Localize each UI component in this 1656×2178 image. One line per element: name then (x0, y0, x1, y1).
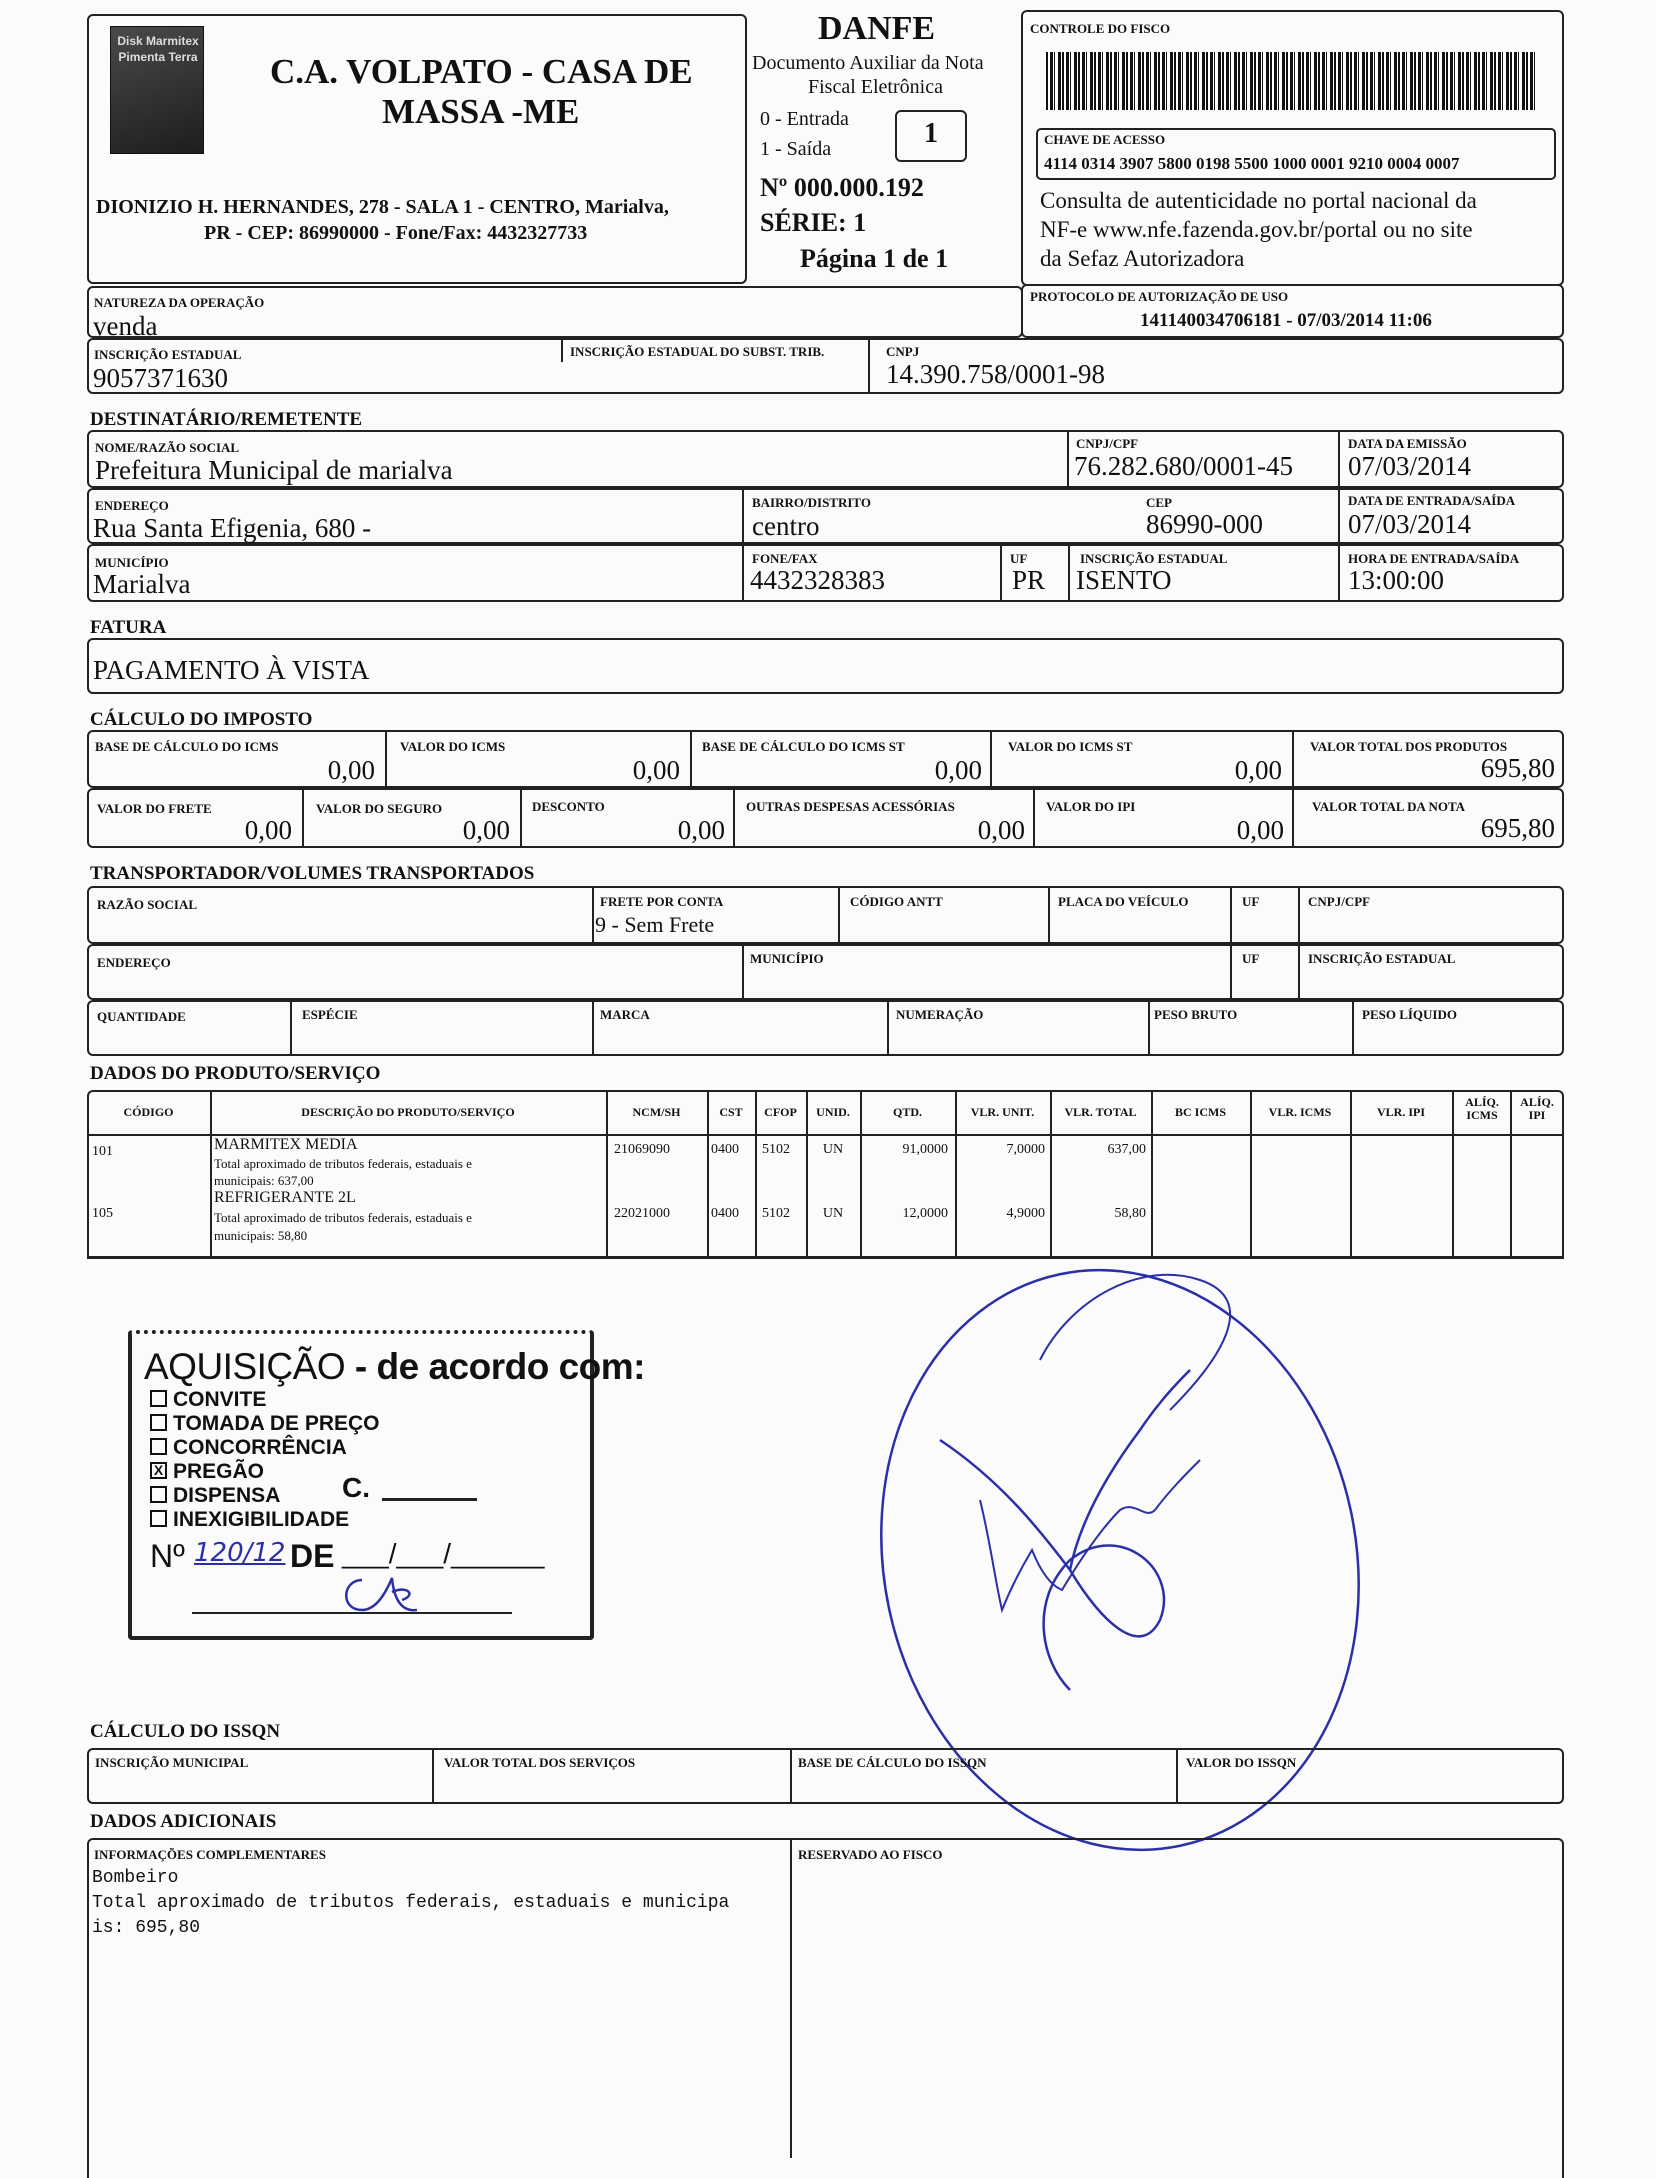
dest-cnpj-label: CNPJ/CPF (1076, 436, 1139, 451)
ph-descricao: DESCRIÇÃO DO PRODUTO/SERVIÇO (301, 1105, 515, 1119)
transp-frete: 9 - Sem Frete (595, 912, 715, 937)
imp-div-3 (990, 730, 992, 788)
p2-obs1: Total aproximado de tributos federais, estaduais e (214, 1210, 472, 1225)
transp-antt-label: CÓDIGO ANTT (850, 894, 943, 909)
stamp-opt-1-label: CONVITE (173, 1388, 267, 1411)
imp-div-4 (1292, 730, 1294, 788)
dest-entrada-label: DATA DE ENTRADA/SAÍDA (1348, 493, 1516, 508)
transp-especie-label: ESPÉCIE (302, 1007, 358, 1022)
dest-cep: 86990-000 (1146, 509, 1263, 539)
transp-uf-label: UF (1242, 894, 1260, 909)
dest-end-label: ENDEREÇO (95, 498, 169, 513)
dest-mun-label: MUNICÍPIO (95, 555, 169, 570)
ie-st-label: INSCRIÇÃO ESTADUAL DO SUBST. TRIB. (570, 344, 825, 359)
transp-placa-label: PLACA DO VEÍCULO (1058, 894, 1189, 909)
stamp-c-line (382, 1498, 477, 1501)
stamp-initials (332, 1570, 432, 1620)
ph-aliq-ipi: ALÍQ. IPI (1520, 1095, 1554, 1122)
transp-peso-liquido-label: PESO LÍQUIDO (1362, 1007, 1457, 1022)
ph-qtd: QTD. (892, 1105, 922, 1119)
danfe-entrada: 0 - Entrada (760, 108, 849, 130)
stamp-opt-2 (150, 1412, 380, 1436)
checked-box-icon: X (150, 1462, 167, 1479)
consulta-2: NF-e www.nfe.fazenda.gov.br/portal ou no site (1040, 217, 1473, 242)
total-produtos: 695,80 (1480, 753, 1555, 783)
danfe-subtitle-2: Fiscal Eletrônica (808, 76, 943, 98)
tipo-value: 1 (924, 118, 938, 149)
consulta-1: Consulta de autenticidade no portal nacional da (1040, 188, 1477, 213)
cnpj-label: CNPJ (886, 344, 920, 359)
ie-row-box (87, 338, 1564, 394)
company-address-1: DIONIZIO H. HERNANDES, 278 - SALA 1 - CENTRO, Marialva, (96, 196, 669, 218)
total-nota-label: VALOR TOTAL DA NOTA (1312, 799, 1466, 814)
danfe-saida: 1 - Saída (760, 138, 832, 160)
chave-label: CHAVE DE ACESSO (1044, 132, 1166, 147)
cnpj-divider (868, 338, 870, 394)
imp-div-7 (733, 788, 735, 848)
ph-vlr-unit: VLR. UNIT. (970, 1105, 1035, 1119)
logo-text: Disk Marmitex Pimenta Terra (117, 34, 199, 64)
p1-obs2: municipais: 637,00 (214, 1173, 314, 1188)
checkbox-icon (150, 1390, 167, 1407)
transp-marca-label: MARCA (600, 1007, 650, 1022)
stamp-title (144, 1346, 645, 1388)
ph-vlr-total: VLR. TOTAL (1064, 1105, 1137, 1119)
info-line-2: Total aproximado de tributos federais, estaduais e municipa (92, 1893, 730, 1913)
p1-obs1: Total aproximado de tributos federais, estaduais e (214, 1156, 472, 1171)
danfe-subtitle-1: Documento Auxiliar da Nota (752, 52, 984, 74)
imposto-row2 (87, 788, 1564, 848)
ipi: 0,00 (1236, 815, 1284, 845)
p2-cst: 0400 (711, 1206, 739, 1221)
stamp-opt-5-label: DISPENSA (173, 1484, 281, 1507)
valor-icms-label: VALOR DO ICMS (400, 739, 506, 754)
checkbox-icon (150, 1438, 167, 1455)
stamp-opt-4-label: PREGÃO (173, 1460, 265, 1483)
fatura-title: FATURA (90, 617, 167, 638)
p2-unid: UN (822, 1206, 844, 1221)
barcode (1046, 52, 1536, 110)
stamp-opt-3-label: CONCORRÊNCIA (173, 1436, 347, 1459)
dest-uf: PR (1012, 565, 1046, 595)
ph-cfop: CFOP (764, 1105, 797, 1119)
ph-bc-icms: BC ICMS (1174, 1105, 1226, 1119)
transp-mun-label: MUNICÍPIO (750, 951, 824, 966)
info-label: INFORMAÇÕES COMPLEMENTARES (94, 1847, 326, 1862)
transp-uf2-label: UF (1242, 951, 1260, 966)
ie-divider (561, 338, 563, 362)
p1-nome: MARMITEX MEDIA (214, 1136, 358, 1153)
stamp-opt-3 (150, 1436, 347, 1460)
imp-div-5 (302, 788, 304, 848)
ph-vlr-icms: VLR. ICMS (1268, 1105, 1332, 1119)
base-icms-st: 0,00 (934, 755, 982, 785)
transp-frete-label: FRETE POR CONTA (600, 894, 724, 909)
outras-label: OUTRAS DESPESAS ACESSÓRIAS (746, 799, 955, 814)
ph-codigo: CÓDIGO (123, 1105, 174, 1119)
info-line-3: is: 695,80 (92, 1918, 201, 1938)
adicionais-box (87, 1838, 1564, 2178)
ipi-label: VALOR DO IPI (1046, 799, 1136, 814)
valor-icms-st: 0,00 (1234, 755, 1282, 785)
dest-div-a (1067, 430, 1069, 488)
dest-hora-label: HORA DE ENTRADA/SAÍDA (1348, 551, 1520, 566)
transp-peso-bruto-label: PESO BRUTO (1154, 1007, 1238, 1022)
dest-div-h (1338, 544, 1340, 602)
dest-nome: Prefeitura Municipal de marialva (95, 455, 453, 485)
imp-div-6 (520, 788, 522, 848)
dest-bairro-label: BAIRRO/DISTRITO (752, 495, 871, 510)
stamp-opt-6-label: INEXIGIBILIDADE (173, 1508, 350, 1531)
issqn-base-label: BASE DE CÁLCULO DO ISSQN (798, 1755, 987, 1770)
adic-div (790, 1838, 792, 2158)
produtos-title: DADOS DO PRODUTO/SERVIÇO (90, 1063, 381, 1084)
stamp-c-label: C. (342, 1472, 370, 1503)
p2-nome: REFRIGERANTE 2L (214, 1189, 356, 1206)
dest-endereco: Rua Santa Efigenia, 680 - (93, 513, 372, 543)
base-icms: 0,00 (327, 755, 375, 785)
dest-cep-label: CEP (1146, 495, 1172, 510)
desconto: 0,00 (677, 815, 725, 845)
iss-div-3 (1176, 1748, 1178, 1804)
ph-aliq-icms: ALÍQ. ICMS (1465, 1095, 1499, 1122)
issqn-valor-label: VALOR DO ISSQN (1186, 1755, 1297, 1770)
p2-obs2: municipais: 58,80 (214, 1228, 308, 1243)
stamp-numero-label: Nº (150, 1538, 185, 1574)
stamp-opt-6 (150, 1508, 349, 1532)
dest-div-c (742, 488, 744, 544)
transp-qtd-label: QUANTIDADE (97, 1009, 186, 1024)
dest-fone: 4432328383 (750, 565, 885, 595)
dest-fone-label: FONE/FAX (752, 551, 818, 566)
dest-ie-label: INSCRIÇÃO ESTADUAL (1080, 551, 1228, 566)
stamp-opt-4 (150, 1460, 264, 1484)
seguro-label: VALOR DO SEGURO (316, 801, 443, 816)
imposto-title: CÁLCULO DO IMPOSTO (90, 709, 313, 730)
p1-cfop: 5102 (762, 1142, 790, 1157)
checkbox-icon (150, 1486, 167, 1503)
dest-uf-label: UF (1010, 551, 1028, 566)
natureza-label: NATUREZA DA OPERAÇÃO (94, 295, 265, 310)
stamp-numero: 120/12 (194, 1538, 286, 1568)
valor-icms-st-label: VALOR DO ICMS ST (1008, 739, 1133, 754)
checkbox-icon (150, 1510, 167, 1527)
danfe-title: DANFE (818, 10, 936, 47)
tr-div-10 (592, 1000, 594, 1056)
stamp-de-label: DE (290, 1538, 335, 1574)
ph-cst: CST (719, 1105, 743, 1119)
checkbox-icon (150, 1414, 167, 1431)
stamp-title-a: AQUISIÇÃO (144, 1346, 346, 1387)
frete-label: VALOR DO FRETE (97, 801, 212, 816)
p2-vlr-total: 58,80 (1114, 1206, 1146, 1221)
issqn-title: CÁLCULO DO ISSQN (90, 1721, 281, 1742)
dest-entrada: 07/03/2014 (1348, 509, 1472, 539)
dest-div-f (1000, 544, 1002, 602)
company-name-1: C.A. VOLPATO - CASA DE (270, 52, 693, 91)
transp-ie-label: INSCRIÇÃO ESTADUAL (1308, 951, 1456, 966)
tr-div-5 (1298, 886, 1300, 944)
transp-end-label: ENDEREÇO (97, 955, 171, 970)
protocolo-value: 141140034706181 - 07/03/2014 11:06 (1140, 310, 1432, 331)
dest-emissao-label: DATA DA EMISSÃO (1348, 436, 1467, 451)
info-line-1: Bombeiro (92, 1868, 179, 1888)
cnpj-value: 14.390.758/0001-98 (886, 359, 1105, 389)
frete: 0,00 (244, 815, 292, 845)
dest-nome-label: NOME/RAZÃO SOCIAL (95, 440, 240, 455)
seguro: 0,00 (462, 815, 510, 845)
transportador-title: TRANSPORTADOR/VOLUMES TRANSPORTADOS (90, 863, 535, 884)
dest-div-g (1068, 544, 1070, 602)
issqn-im-label: INSCRIÇÃO MUNICIPAL (95, 1755, 249, 1770)
pc-12 (1452, 1090, 1454, 1256)
ph-ncm: NCM/SH (632, 1105, 681, 1119)
valor-icms: 0,00 (632, 755, 680, 785)
imp-div-8 (1033, 788, 1035, 848)
company-address-2: PR - CEP: 86990000 - Fone/Fax: 4432327733 (204, 222, 588, 244)
tr-div-11 (887, 1000, 889, 1056)
ph-vlr-ipi: VLR. IPI (1376, 1105, 1425, 1119)
natureza-value: venda (93, 311, 158, 341)
p1-unid: UN (822, 1142, 844, 1157)
p2-vlr-unit: 4,9000 (1006, 1206, 1045, 1221)
p1-ncm: 21069090 (614, 1142, 670, 1157)
p1-vlr-unit: 7,0000 (1006, 1142, 1045, 1157)
transp-numeracao-label: NUMERAÇÃO (896, 1007, 984, 1022)
tr-div-13 (1352, 1000, 1354, 1056)
tr-div-2 (838, 886, 840, 944)
imp-div-9 (1292, 788, 1294, 848)
dest-cnpj: 76.282.680/0001-45 (1074, 451, 1293, 481)
tr-div-8 (1298, 944, 1300, 1000)
tr-div-12 (1148, 1000, 1150, 1056)
imp-div-2 (690, 730, 692, 788)
total-produtos-label: VALOR TOTAL DOS PRODUTOS (1310, 739, 1508, 754)
imp-div-1 (385, 730, 387, 788)
dest-municipio: Marialva (93, 569, 191, 599)
destinatario-title: DESTINATÁRIO/REMETENTE (90, 409, 363, 430)
tr-div-4 (1230, 886, 1232, 944)
danfe-serie: SÉRIE: 1 (760, 208, 867, 237)
stamp-opt-2-label: TOMADA DE PREÇO (173, 1412, 380, 1435)
total-nota: 695,80 (1480, 813, 1555, 843)
transp-razao-label: RAZÃO SOCIAL (97, 897, 198, 912)
p2-cfop: 5102 (762, 1206, 790, 1221)
p1-vlr-total: 637,00 (1107, 1142, 1146, 1157)
tr-div-7 (1230, 944, 1232, 1000)
stamp-title-b: - de acordo com: (345, 1346, 645, 1387)
company-logo (110, 26, 204, 154)
dest-div-d (1338, 488, 1340, 544)
issqn-servicos-label: VALOR TOTAL DOS SERVIÇOS (444, 1755, 636, 1770)
dest-emissao: 07/03/2014 (1348, 451, 1472, 481)
natureza-box (87, 286, 1023, 341)
stamp-opt-1 (150, 1388, 266, 1412)
ie-value: 9057371630 (93, 363, 228, 393)
dest-div-b (1338, 430, 1340, 488)
dest-hora: 13:00:00 (1348, 565, 1445, 595)
protocolo-label: PROTOCOLO DE AUTORIZAÇÃO DE USO (1030, 289, 1289, 304)
p2-ncm: 22021000 (614, 1206, 670, 1221)
ph-unid: UNID. (816, 1105, 850, 1119)
p1-qtd: 91,0000 (902, 1142, 948, 1157)
chave-acesso: 4114 0314 3907 5800 0198 5500 1000 0001 9210 0004 0007 (1044, 154, 1460, 173)
danfe-numero: Nº 000.000.192 (760, 173, 924, 202)
base-icms-label: BASE DE CÁLCULO DO ICMS (95, 739, 279, 754)
stamp-opt-5 (150, 1484, 280, 1508)
company-name-2: MASSA -ME (382, 92, 580, 131)
aquisicao-stamp (128, 1330, 645, 1640)
iss-div-1 (432, 1748, 434, 1804)
desconto-label: DESCONTO (532, 799, 605, 814)
controle-fisco-label: CONTROLE DO FISCO (1030, 21, 1171, 36)
adicionais-title: DADOS ADICIONAIS (90, 1811, 277, 1832)
dest-ie: ISENTO (1076, 565, 1172, 595)
dest-bairro: centro (752, 511, 820, 541)
p1-codigo: 101 (92, 1144, 113, 1159)
tr-div-1 (592, 886, 594, 944)
tr-div-3 (1048, 886, 1050, 944)
p2-qtd: 12,0000 (902, 1206, 948, 1221)
transp-cnpj-label: CNPJ/CPF (1308, 894, 1371, 909)
tr-div-6 (742, 944, 744, 1000)
reservado-fisco-label: RESERVADO AO FISCO (798, 1847, 943, 1862)
danfe-pagina: Página 1 de 1 (800, 244, 949, 273)
p2-codigo: 105 (92, 1206, 113, 1221)
tr-div-9 (290, 1000, 292, 1056)
ie-label: INSCRIÇÃO ESTADUAL (94, 347, 242, 362)
p1-cst: 0400 (711, 1142, 739, 1157)
iss-div-2 (790, 1748, 792, 1804)
stamp-data: ___/___/______ (342, 1538, 545, 1569)
consulta-3: da Sefaz Autorizadora (1040, 246, 1245, 271)
base-icms-st-label: BASE DE CÁLCULO DO ICMS ST (702, 739, 905, 754)
outras: 0,00 (977, 815, 1025, 845)
fatura-value: PAGAMENTO À VISTA (93, 655, 370, 685)
dest-div-e (742, 544, 744, 602)
